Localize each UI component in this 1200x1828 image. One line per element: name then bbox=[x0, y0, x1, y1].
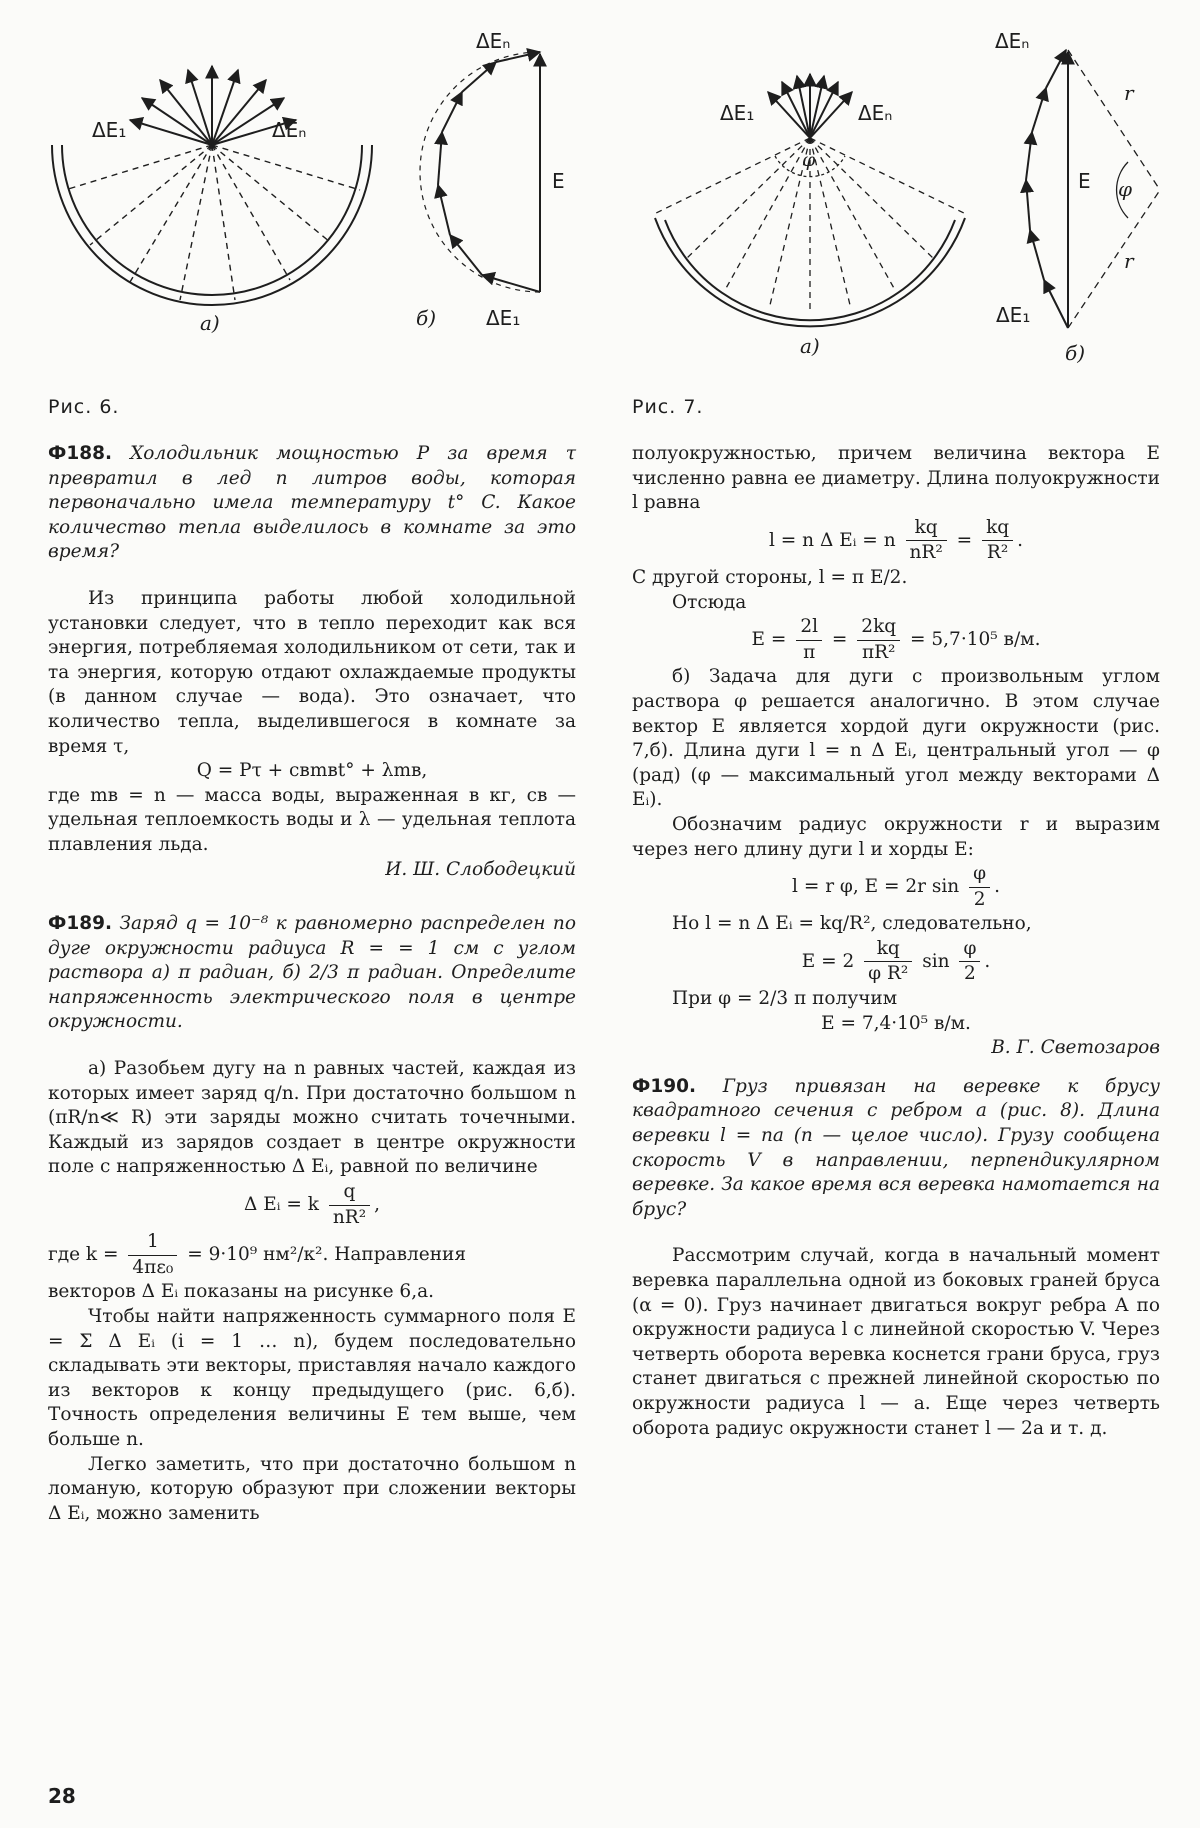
fig6-caption: Рис. 6. bbox=[48, 396, 120, 418]
right-p6: Но l = n Δ Eᵢ = kq/R², следовательно, bbox=[672, 913, 1032, 935]
fig6b-label-den: ΔEₙ bbox=[476, 29, 511, 53]
fig6b-label-e: E bbox=[552, 169, 565, 193]
solution-f189-p2: векторов Δ Eᵢ показаны на рисунке 6,а. bbox=[48, 1281, 434, 1303]
formula-q: Q = Pτ + cвmвt° + λmв, bbox=[196, 760, 428, 782]
fig6b-polyline bbox=[438, 52, 540, 292]
fig7a-label-phi: φ bbox=[802, 149, 816, 171]
fig7a-label-de1: ΔE₁ bbox=[720, 101, 755, 125]
formula-l-e: l = r φ, E = 2r sin $\frac{\varphi}{2}$ . bbox=[792, 863, 1000, 910]
right-column bbox=[632, 442, 1160, 1441]
formula-k-frac: $\frac{1}{\text{4πε₀}}$ bbox=[128, 1230, 177, 1280]
formula-delta-e-frac: $\frac{q}{\text{nR²}}$ bbox=[329, 1180, 370, 1230]
fig7a-caption: а) bbox=[800, 334, 820, 358]
right-p7: При φ = 2/3 π получим bbox=[672, 988, 898, 1010]
fig6b-label-de1: ΔE₁ bbox=[486, 306, 521, 330]
solution-f188-p2: где mв = n — масса воды, выраженная в кг, cв — удельная теплоемкость воды и λ — удельная теплота плавления льда. bbox=[48, 784, 576, 855]
solution-f189-p4: Легко заметить, что при достаточно большом n ломаную, которую образуют при сложении векторы Δ Eᵢ, можно заменить bbox=[48, 1453, 576, 1524]
right-p1: полуокружностью, причем величина вектора E численно равна ее диаметру. Длина полуокружности l равна bbox=[632, 443, 1160, 514]
page-number: 28 bbox=[48, 1784, 76, 1808]
figure-7 bbox=[640, 20, 1180, 370]
fig6a-caption: а) bbox=[200, 311, 220, 335]
fig6a-label-de1: ΔE₁ bbox=[92, 118, 127, 142]
signature-f189: В. Г. Светозаров bbox=[991, 1037, 1160, 1059]
problem-f189-text: Заряд q = 10⁻⁸ к равномерно распределен по дуге окружности радиуса R = = 1 см с углом раствора а) π радиан, б) 2/3 π радиан. Определите напряженность электрического поля в центре окружности. bbox=[48, 913, 576, 1033]
problem-f190-number: Ф190. bbox=[632, 1075, 696, 1097]
problem-f189-number: Ф189. bbox=[48, 913, 112, 935]
formula-e-value: E = 7,4·10⁵ в/м. bbox=[821, 1012, 971, 1034]
right-p4: б) Задача для дуги с произвольным углом раствора φ решается аналогично. В этом случае вектор E является хордой дуги окружности (рис. 7,б). Длина дуги l = n Δ Eᵢ, центральный угол — φ (рад) (φ — максимальный угол между векторами Δ Eᵢ). bbox=[632, 666, 1160, 811]
fig6a-arc bbox=[52, 145, 372, 305]
fig7a-label-den: ΔEₙ bbox=[858, 101, 893, 125]
solution-f188-p1: Из принципа работы любой холодильной установки следует, что в тепло переходит как вся энергия, потребляемая холодильником от сети, так и та энергия, которую отдают охлаждаемые продукты (в данном случае — вода). Это означает, что количество тепла, выделившегося в комнате за время τ, bbox=[48, 587, 576, 757]
fig7b-label-e: E bbox=[1078, 169, 1091, 193]
fig7b-label-r-top: r bbox=[1124, 81, 1134, 105]
problem-f188 bbox=[48, 442, 576, 565]
problem-f190-text: Груз привязан на веревке к брусу квадратного сечения с ребром a (рис. 8). Длина веревки l = na (n — целое число). Грузу сообщена скорость V в направлении, перпендикулярном веревке. За какое время вся веревка намотается на брус? bbox=[632, 1075, 1160, 1220]
fig7b-label-den: ΔEₙ bbox=[995, 29, 1030, 53]
fig6a-label-den: ΔEₙ bbox=[272, 118, 307, 142]
fig7b-label-phi: φ bbox=[1118, 177, 1133, 201]
solution-f189-p1: а) Разобьем дугу на n равных частей, каждая из которых имеет заряд q/n. При достаточно большом n (πR/n≪ R) эти заряды можно считать точечными. Каждый из зарядов создает в центре окружности поле с напряженностью Δ Eᵢ, равной по величине bbox=[48, 1058, 576, 1178]
signature-f188: И. Ш. Слободецкий bbox=[385, 858, 576, 880]
formula-delta-e: Δ Eᵢ = k $\frac{q}{\text{nR²}}$ , bbox=[48, 1180, 576, 1230]
figure-6 bbox=[30, 20, 590, 350]
fig7b-caption: б) bbox=[1065, 341, 1086, 365]
fig6a-dashed-rays bbox=[65, 145, 360, 300]
fig7b-polyline bbox=[1026, 50, 1068, 328]
formula-delta-e-lhs: Δ Eᵢ = k bbox=[244, 1194, 319, 1216]
right-p3: Отсюда bbox=[672, 591, 747, 613]
fig7b-label-de1: ΔE₁ bbox=[996, 303, 1031, 327]
formula-e-b: E = 2 $\frac{kq}{\text{φ R²}}$ sin $\frac{\varphi}{2}$ . bbox=[801, 937, 991, 985]
fig6b-caption: б) bbox=[416, 306, 437, 330]
problem-f188-text: Холодильник мощностью P за время τ превратил в лед n литров воды, которая первоначально имела температуру t° C. Какое количество тепла выделилось в комнате за это время? bbox=[48, 443, 576, 563]
formula-e-a: E = $\frac{2l}{\pi}$ = $\frac{2kq}{\text{πR²}}$ = 5,7·10⁵ в/м. bbox=[751, 616, 1041, 663]
problem-f188-number: Ф188. bbox=[48, 443, 112, 464]
solution-f189-p3: Чтобы найти напряженность суммарного поля E = Σ Δ Eᵢ (i = 1 … n), будем последовательно складывать эти векторы, приставляя начало каждого из векторов к концу предыдущего (рис. 6,б). Точность определения величины E тем выше, чем больше n. bbox=[48, 1306, 576, 1450]
left-column bbox=[48, 442, 576, 1526]
problem-f190 bbox=[632, 1075, 1160, 1223]
fig7a-vectors bbox=[768, 74, 852, 138]
solution-f190-p1: Рассмотрим случай, когда в начальный момент веревка параллельна одной из боковых граней бруса (α = 0). Груз начинает двигаться вокруг ребра A по окружности радиуса l с линейной скоростью V. Через четверть оборота веревка коснется грани бруса, груз станет двигаться с прежней линейной скоростью по окружности радиуса l — a. Еще через четверть оборота радиус окружности станет l — 2a и т. д. bbox=[632, 1245, 1160, 1439]
formula-l: l = n Δ Eᵢ = n $\frac{kq}{\text{nR²}}$ = $\frac{kq}{\text{R²}}$ . bbox=[768, 516, 1024, 564]
fig7-caption: Рис. 7. bbox=[632, 396, 704, 418]
right-p5: Обозначим радиус окружности r и выразим через него длину дуги l и хорды E: bbox=[632, 813, 1160, 860]
problem-f189 bbox=[48, 912, 576, 1035]
formula-k-line: где k = $\frac{1}{\text{4πε₀}}$ = 9·10⁹ нм²/к². Направления bbox=[48, 1230, 576, 1280]
fig7b-label-r-bottom: r bbox=[1124, 249, 1134, 273]
right-p2: С другой стороны, l = π E/2. bbox=[632, 566, 908, 588]
